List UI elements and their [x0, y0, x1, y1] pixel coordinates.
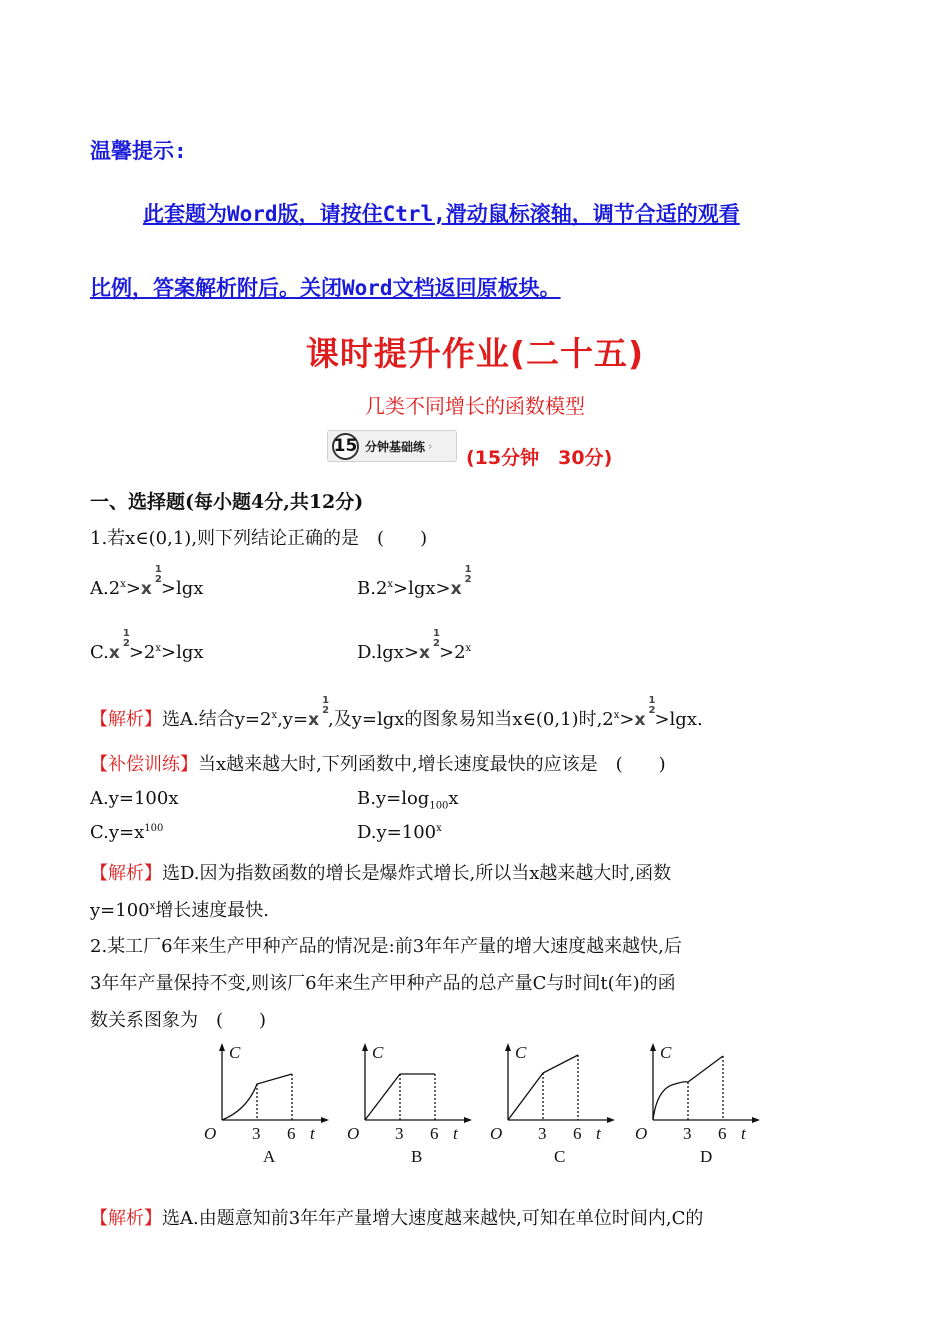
- graph-d-y-arrow: [650, 1043, 656, 1051]
- graph-b-curve: [365, 1074, 435, 1120]
- extra-option-c: $C.y=x^{100}$: [90, 822, 164, 843]
- timing: (15分钟 30分): [466, 447, 613, 469]
- q2-line-2: 3年年产量保持不变,则该厂6年来生产甲种产品的总产量C与时间t(年)的函: [90, 973, 676, 994]
- section-heading: 一、选择题(每小题4分,共12分): [90, 491, 364, 513]
- graph-a-origin: O: [204, 1124, 217, 1143]
- graph-b-origin: O: [347, 1124, 360, 1143]
- q2-graphs: [195, 1040, 775, 1170]
- q1-analysis: 【解析】选A.结合$y=2^x,y=x$ 1 2 ,及y=lgx的图象易知当x∈(0,1)时$,2^x>x$ 1 2 >lgx.: [90, 695, 703, 730]
- tip-line-2: 比例，答案解析附后。关闭Word文档返回原板块。: [90, 276, 561, 300]
- graph-a-x-arrow: [321, 1117, 329, 1123]
- tip-title: 温馨提示:: [90, 139, 187, 163]
- graph-c-y-arrow: [505, 1043, 511, 1051]
- extra-option-b: $B.y=\log_{100}x$: [357, 788, 459, 812]
- graph-c-y-label: C: [515, 1043, 527, 1062]
- time-badge: [327, 430, 457, 462]
- graph-d-y-label: C: [660, 1043, 672, 1062]
- graph-a-y-label: C: [229, 1043, 241, 1062]
- graph-a-caption: A: [263, 1147, 276, 1166]
- q2-line-1: 2.某工厂6年来生产甲种产品的情况是:前3年年产量的增大速度越来越快,后: [90, 936, 682, 957]
- graph-b-y-label: C: [372, 1043, 384, 1062]
- q1-option-c: C.x 1 2 $>2^x>\lg x$: [90, 628, 204, 663]
- extra-option-a: A.y=100x: [90, 788, 179, 809]
- graph-c-x-label: t: [596, 1124, 601, 1143]
- graph-d-x-arrow: [752, 1117, 760, 1123]
- graph-b-x-label: t: [453, 1124, 458, 1143]
- graph-a-tick-6: 6: [287, 1124, 296, 1143]
- graph-d-tick-6: 6: [718, 1124, 727, 1143]
- extra-option-d: $D.y=100^x$: [357, 822, 442, 843]
- graph-c-tick-6: 6: [573, 1124, 582, 1143]
- q2-graphs-svg: [195, 1040, 775, 1170]
- graph-a-x-label: t: [310, 1124, 315, 1143]
- graph-b-caption: B: [411, 1147, 423, 1166]
- graph-d-x-label: t: [741, 1124, 746, 1143]
- q2-analysis: 【解析】选A.由题意知前3年年产量增大速度越来越快,可知在单位时间内,C的: [90, 1208, 704, 1229]
- page-subtitle: 几类不同增长的函数模型: [365, 394, 585, 418]
- badge-label: 分钟基础练: [365, 439, 426, 454]
- graph-c-tick-3: 3: [538, 1124, 547, 1143]
- frac-power: x 1 2: [140, 564, 162, 599]
- graph-a-y-arrow: [219, 1043, 225, 1051]
- extra-analysis-line-2: $y=100^x$增长速度最快.: [90, 900, 269, 921]
- graph-b-x-arrow: [464, 1117, 472, 1123]
- graph-b-tick-3: 3: [395, 1124, 404, 1143]
- extra-stem: 【补偿训练】当x越来越大时,下列函数中,增长速度最快的应该是 ( ): [90, 754, 666, 775]
- graph-d-tick-3: 3: [683, 1124, 692, 1143]
- q1-stem: 1.若x∈(0,1),则下列结论正确的是 ( ): [90, 528, 428, 549]
- extra-analysis-line-1: 【解析】选D.因为指数函数的增长是爆炸式增长,所以当x越来越大时,函数: [90, 863, 672, 884]
- q1-option-a: $A.2^x>x$ 1 2 >lgx: [90, 564, 204, 599]
- badge-number: 15: [332, 433, 359, 460]
- page-title: 课时提升作业(二十五): [305, 334, 645, 373]
- chevron-right-icon: ›: [428, 439, 433, 453]
- graph-c-origin: O: [490, 1124, 503, 1143]
- tip-line-1: 此套题为Word版，请按住Ctrl,滑动鼠标滚轴，调节合适的观看: [143, 202, 740, 226]
- graph-d-caption: D: [700, 1147, 713, 1166]
- graph-b-y-arrow: [362, 1043, 368, 1051]
- graph-b-tick-6: 6: [430, 1124, 439, 1143]
- graph-a-tick-3: 3: [252, 1124, 261, 1143]
- graph-d-origin: O: [635, 1124, 648, 1143]
- q1-option-b: $B.2^x>\lg x>x$ 1 2: [357, 564, 472, 599]
- q1-option-d: D.lgx>x 1 2 $>2^x$: [357, 628, 472, 663]
- graph-c-caption: C: [554, 1147, 566, 1166]
- graph-c-x-arrow: [607, 1117, 615, 1123]
- q2-line-3: 数关系图象为 ( ): [90, 1010, 267, 1031]
